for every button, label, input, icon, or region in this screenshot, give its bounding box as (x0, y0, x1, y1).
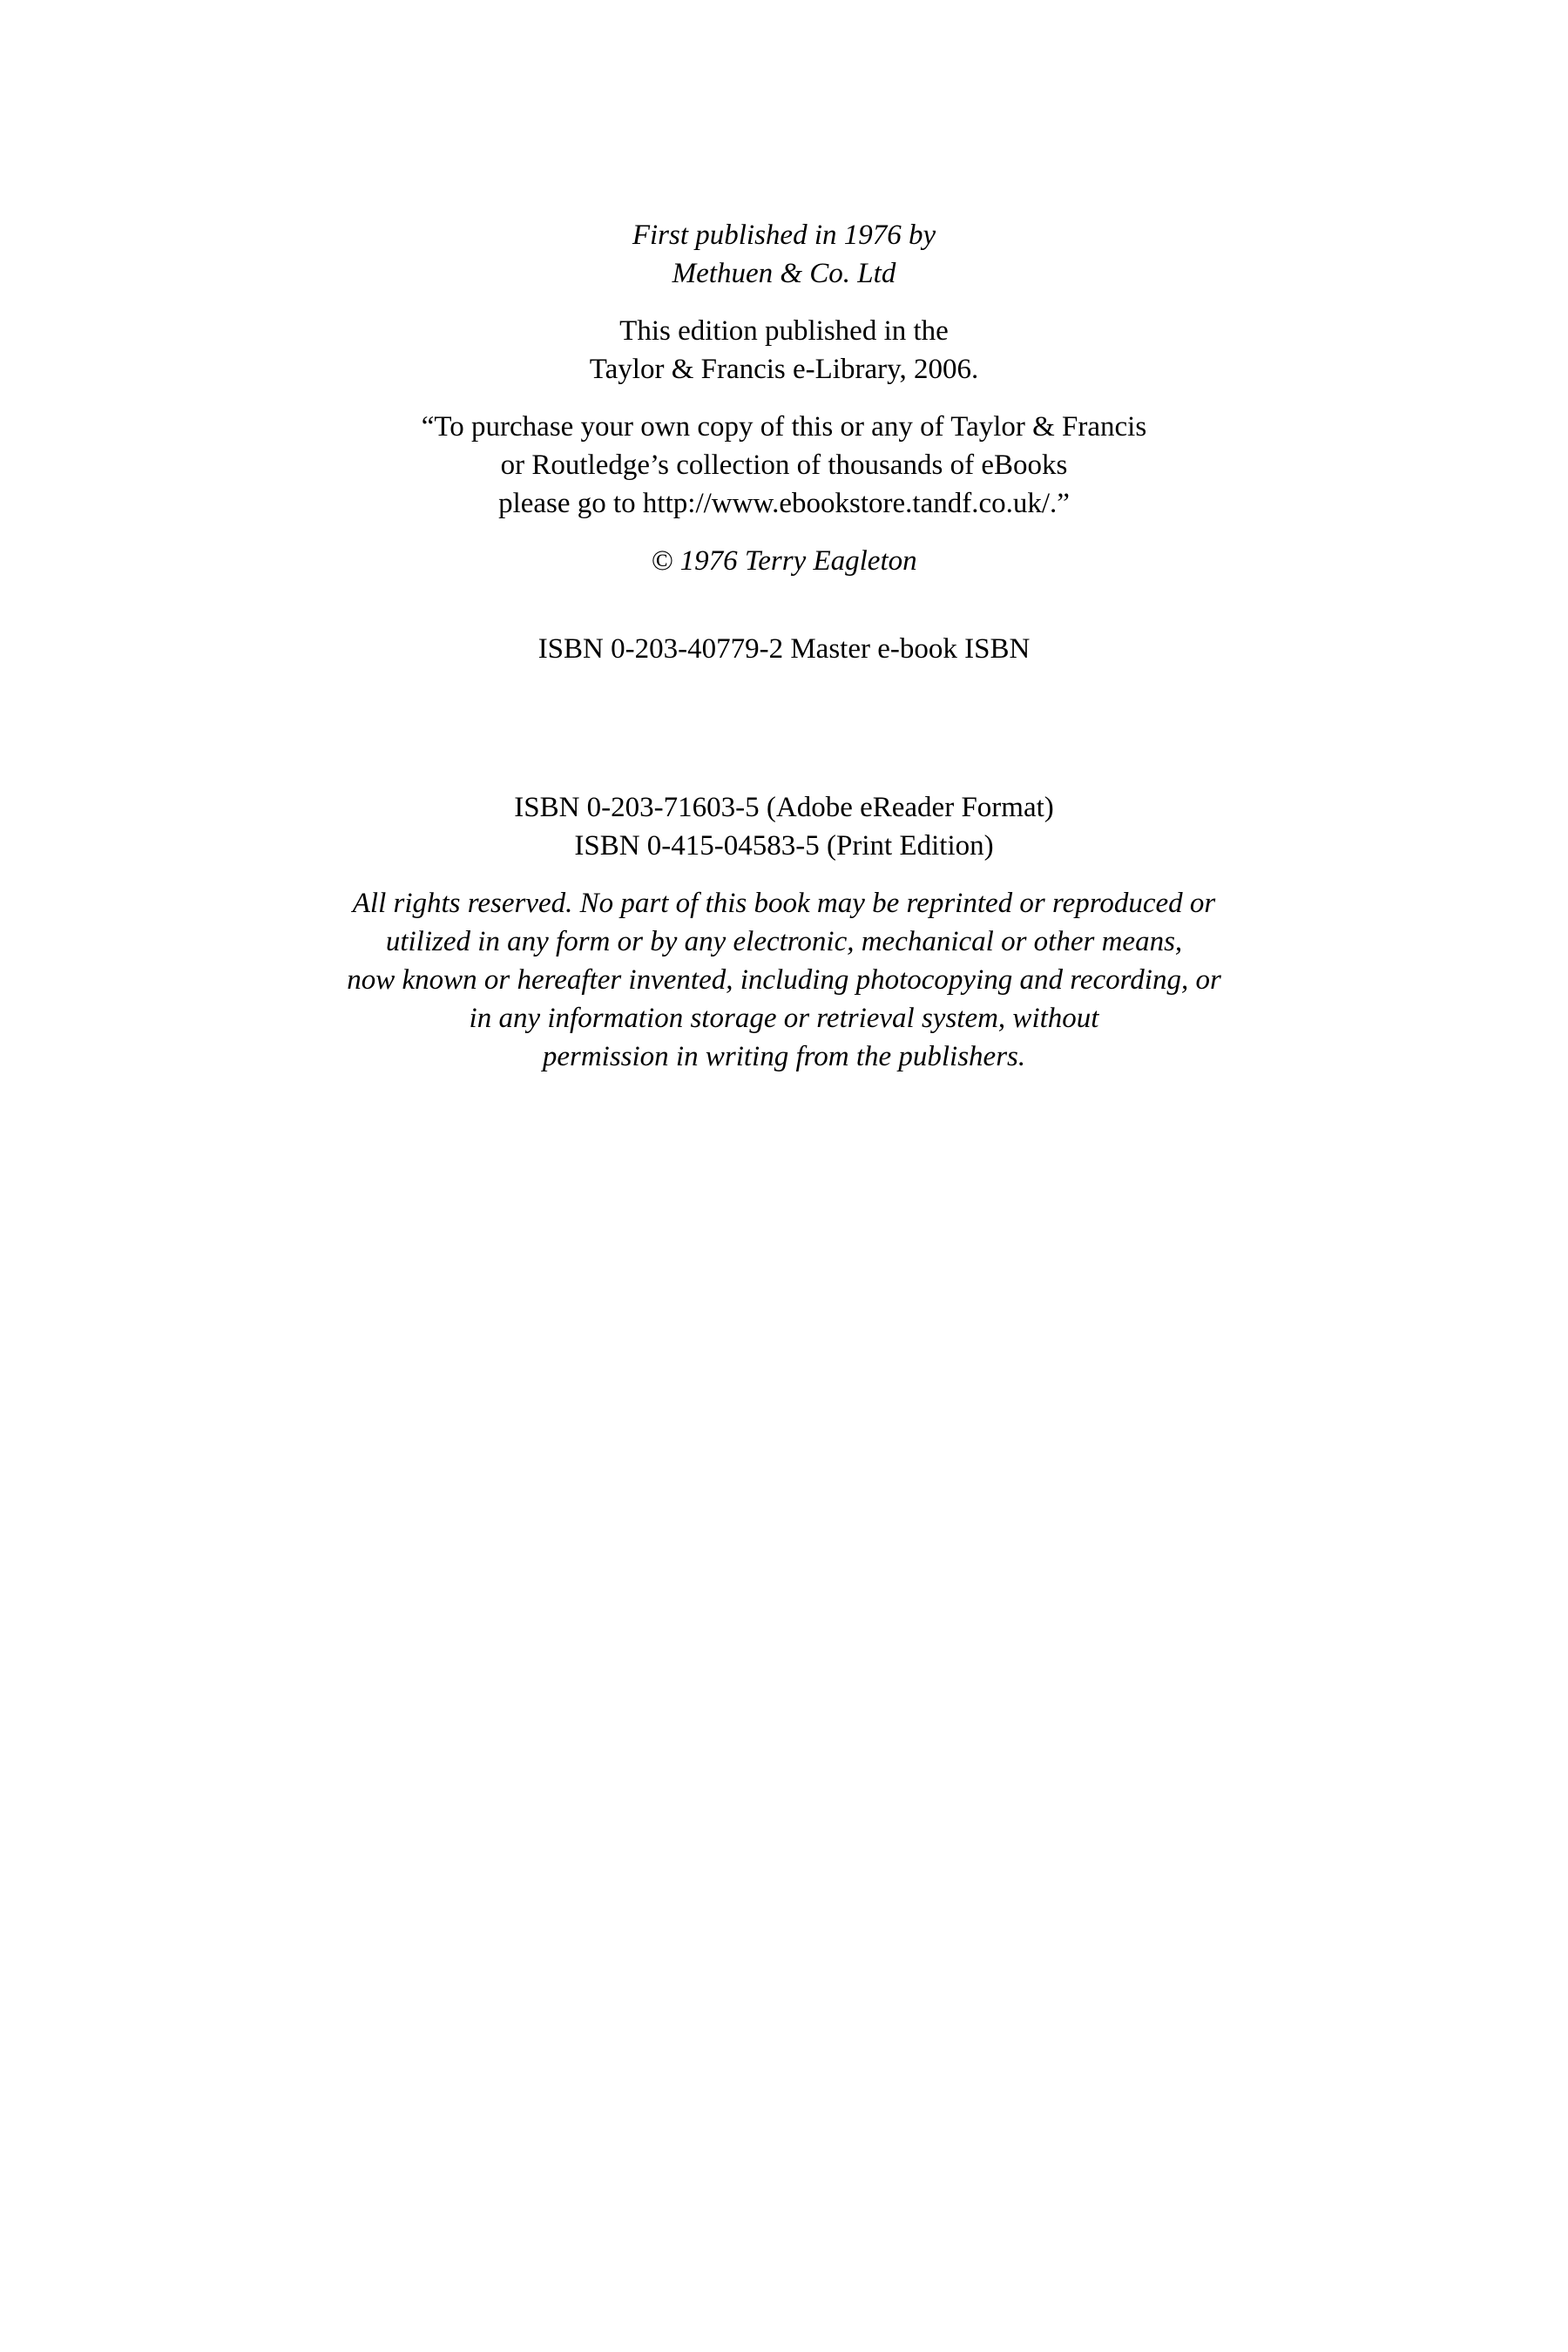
rights-block (0, 884, 1568, 1076)
isbn-print-line: ISBN 0-415-04583-5 (Print Edition) (574, 830, 994, 862)
isbn-master-block (0, 630, 1568, 668)
edition-block (0, 312, 1568, 389)
rights-line-1: All rights reserved. No part of this book may be reprinted or reproduced or (352, 888, 1216, 919)
isbn-master-line: ISBN 0-203-40779-2 Master e-book ISBN (537, 633, 1031, 665)
copyright-line: © 1976 Terry Eagleton (651, 545, 917, 577)
purchase-line-3: please go to http://www.ebookstore.tandf.co.uk/.” (498, 488, 1070, 519)
rights-line-4: in any information storage or retrieval system, without (469, 1003, 1099, 1034)
purchase-line-2: or Routledge’s collection of thousands of eBooks (500, 449, 1068, 481)
purchase-line-1: “To purchase your own copy of this or any of Taylor & Francis (421, 411, 1147, 443)
edition-line-2: Taylor & Francis e-Library, 2006. (589, 354, 979, 385)
rights-line-5: permission in writing from the publishers. (542, 1041, 1026, 1072)
isbn-ereader-line: ISBN 0-203-71603-5 (Adobe eReader Format) (514, 792, 1054, 823)
rights-line-2: utilized in any form or by any electronic, mechanical or other means, (385, 926, 1183, 957)
first-published-block (0, 216, 1568, 293)
copyright-block (0, 542, 1568, 580)
edition-line-1: This edition published in the (619, 315, 949, 347)
first-published-line-2: Methuen & Co. Ltd (672, 258, 896, 289)
first-published-line-1: First published in 1976 by (632, 220, 936, 251)
purchase-note-block (0, 408, 1568, 523)
isbn-other-block (0, 788, 1568, 865)
rights-line-3: now known or hereafter invented, including photocopying and recording, or (347, 964, 1221, 996)
